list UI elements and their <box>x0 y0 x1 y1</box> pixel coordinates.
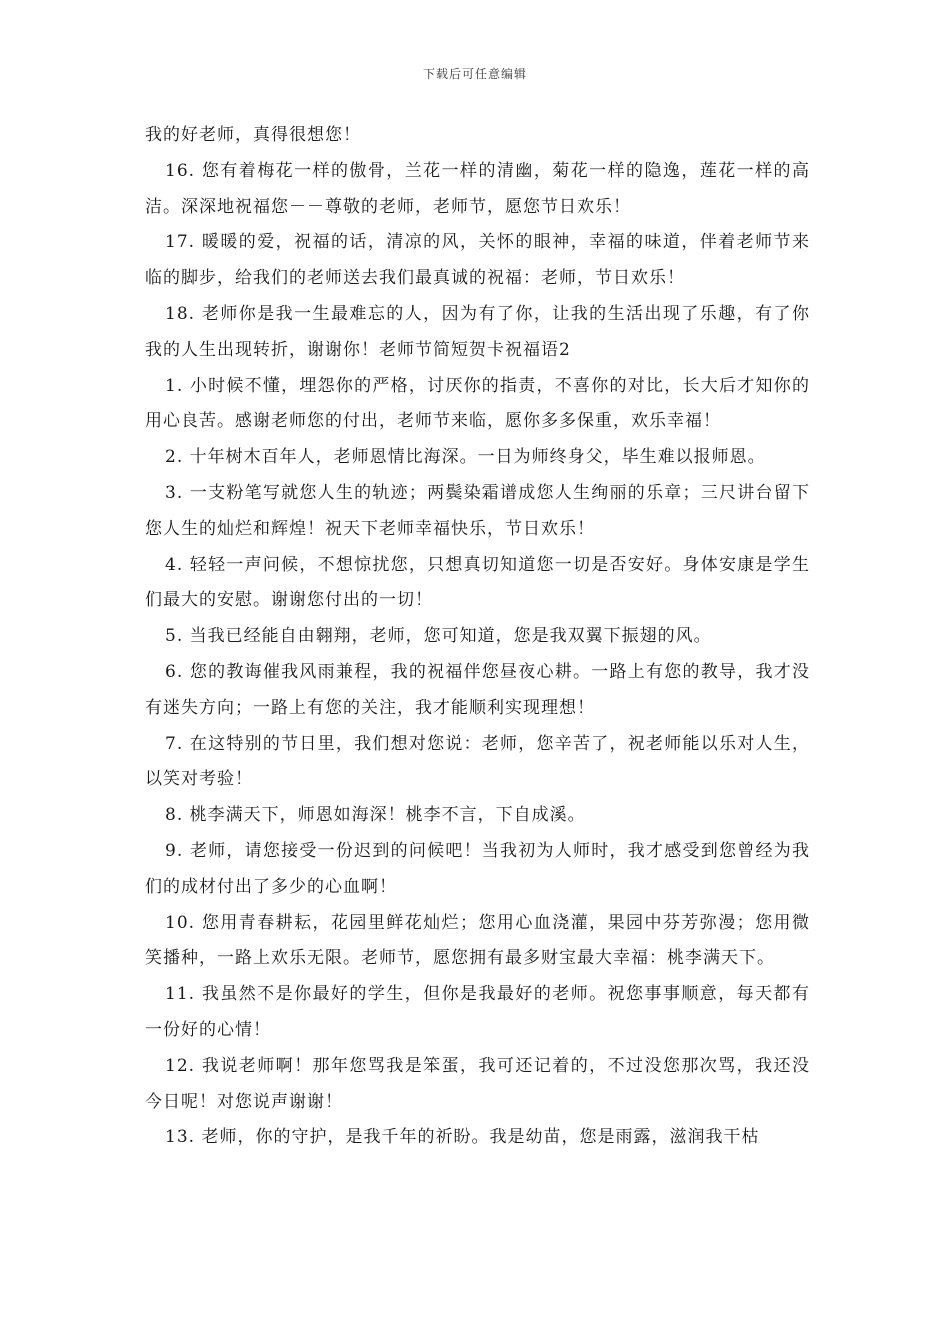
paragraph: 3. 一支粉笔写就您人生的轨迹；两鬓染霜谱成您人生绚丽的乐章；三尺讲台留下您人生的灿烂和辉煌！祝天下老师幸福快乐，节日欢乐！ <box>145 482 810 539</box>
document-body <box>145 118 810 1156</box>
paragraph: 17. 暖暖的爱，祝福的话，清凉的风，关怀的眼神，幸福的味道，伴着老师节来临的脚步，给我们的老师送去我们最真诚的祝福：老师，节日欢乐！ <box>145 232 810 289</box>
paragraph: 12. 我说老师啊！那年您骂我是笨蛋，我可还记着的，不过没您那次骂，我还没今日呢！对您说声谢谢！ <box>145 1055 810 1112</box>
paragraph: 10. 您用青春耕耘，花园里鲜花灿烂；您用心血浇灌，果园中芬芳弥漫；您用微笑播种，一路上欢乐无限。老师节，愿您拥有最多财宝最大幸福：桃李满天下。 <box>145 912 810 969</box>
paragraph: 4. 轻轻一声问候，不想惊扰您，只想真切知道您一切是否安好。身体安康是学生们最大的安慰。谢谢您付出的一切！ <box>145 554 810 611</box>
paragraph: 8. 桃李满天下，师恩如海深！桃李不言，下自成溪。 <box>165 805 586 826</box>
paragraph: 2. 十年树木百年人，老师恩情比海深。一日为师终身父，毕生难以报师恩。 <box>165 447 766 468</box>
paragraph: 13. 老师，你的守护，是我千年的祈盼。我是幼苗，您是雨露，滋润我干枯 <box>165 1127 760 1148</box>
paragraph: 1. 小时候不懂，埋怨你的严格，讨厌你的指责，不喜你的对比，长大后才知你的用心良苦。感谢老师您的付出，老师节来临，愿你多多保重，欢乐幸福！ <box>145 375 810 432</box>
paragraph: 16. 您有着梅花一样的傲骨，兰花一样的清幽，菊花一样的隐逸，莲花一样的高洁。深深地祝福您－－尊敬的老师，老师节，愿您节日欢乐！ <box>145 160 810 217</box>
paragraph: 18. 老师你是我一生最难忘的人，因为有了你，让我的生活出现了乐趣，有了你我的人生出现转折，谢谢你！老师节简短贺卡祝福语2 <box>145 303 810 360</box>
paragraph: 我的好老师，真得很想您！ <box>145 125 361 145</box>
paragraph: 5. 当我已经能自由翱翔，老师，您可知道，您是我双翼下振翅的风。 <box>165 626 712 647</box>
paragraph: 11. 我虽然不是你最好的学生，但你是我最好的老师。祝您事事顺意，每天都有一份好的心情！ <box>145 984 810 1040</box>
paragraph: 6. 您的教诲催我风雨兼程，我的祝福伴您昼夜心耕。一路上有您的教导，我才没有迷失方向；一路上有您的关注，我才能顺利实现理想！ <box>145 661 810 718</box>
paragraph: 9. 老师，请您接受一份迟到的问候吧！当我初为人师时，我才感受到您曾经为我们的成材付出了多少的心血啊！ <box>145 840 810 897</box>
paragraph: 7. 在这特别的节日里，我们想对您说：老师，您辛苦了，祝老师能以乐对人生，以笑对考验！ <box>145 733 810 790</box>
page-header: 下载后可任意编辑 <box>422 67 527 81</box>
